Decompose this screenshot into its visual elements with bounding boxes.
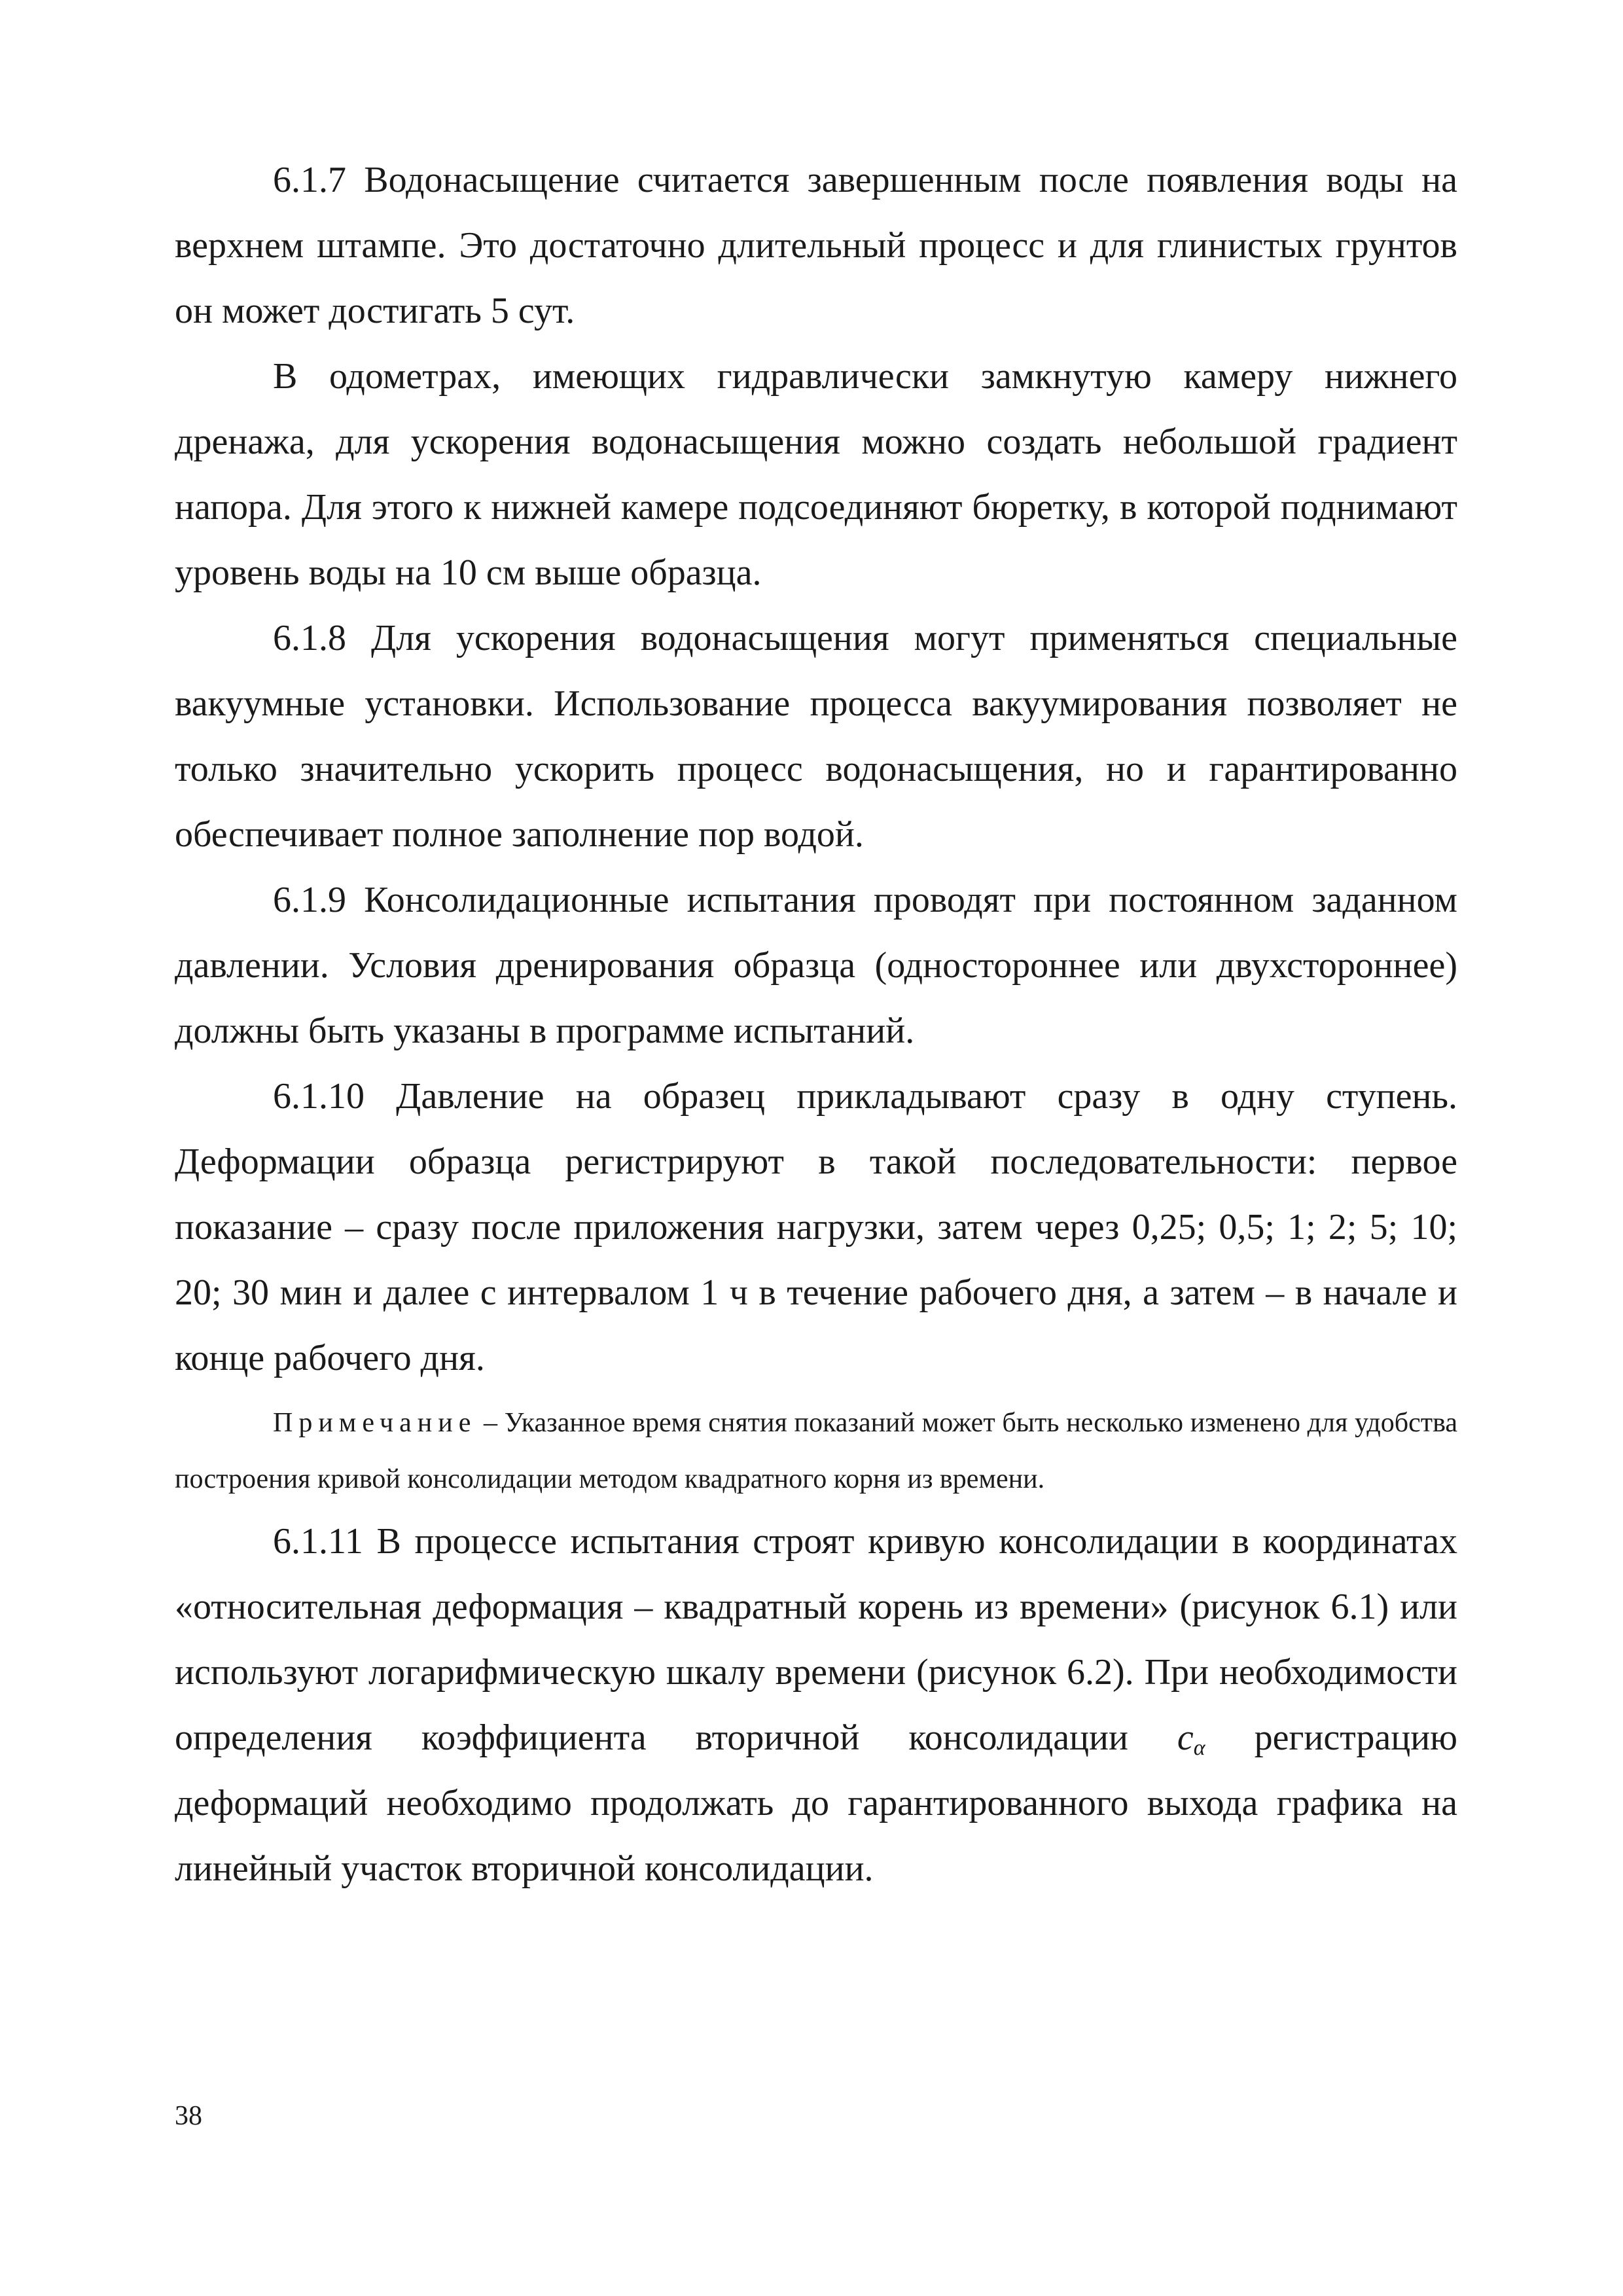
document-page xyxy=(175,147,1457,1901)
page-number: 38 xyxy=(175,2101,202,2131)
paragraph-6-1-10: 6.1.10 Давление на образец прикладывают сразу в одну ступень. Деформации образца регистрируют в такой последовательности: первое показание – сразу после приложения нагрузки, затем через 0,25; 0,5; 1; 2; 5; 10; 20; 30 мин и далее с интервалом 1 ч в течение рабочего дня, а затем – в начале и конце рабочего дня. xyxy=(175,1076,1457,1378)
secondary-consolidation-symbol xyxy=(1177,1717,1205,1758)
paragraph-6-1-7: 6.1.7 Водонасыщение считается завершенным после появления воды на верхнем штампе. Это достаточно длительный процесс и для глинистых грунтов он может достигать 5 сут. xyxy=(175,160,1457,331)
note-text: – Указанное время снятия показаний может быть несколько изменено для удобства построения кривой консолидации методом квадратного корня из времени. xyxy=(175,1408,1457,1494)
paragraph-6-1-11 xyxy=(175,1509,1457,1901)
paragraph-6-1-11-part2: регистрацию деформаций необходимо продолжать до гарантированного выхода графика на линейный участок вторичной консолидации. xyxy=(175,1717,1457,1889)
symbol-subscript: α xyxy=(1193,1736,1205,1760)
note xyxy=(175,1391,1457,1509)
paragraph-6-1-11-part1: 6.1.11 В процессе испытания строят кривую консолидации в координатах «относительная деформация – квадратный корень из времени» (рисунок 6.1) или используют логарифмическую шкалу времени (рисунок 6.2). При необходимости определения коэффициента вторичной консолидации xyxy=(175,1521,1457,1758)
paragraph-odometer-gradient: В одометрах, имеющих гидравлически замкнутую камеру нижнего дренажа, для ускорения водонасыщения можно создать небольшой градиент напора. Для этого к нижней камере подсоединяют бюретку, в которой поднимают уровень воды на 10 см выше образца. xyxy=(175,356,1457,593)
paragraph-6-1-9: 6.1.9 Консолидационные испытания проводят при постоянном заданном давлении. Условия дренирования образца (одностороннее или двухстороннее) должны быть указаны в программе испытаний. xyxy=(175,880,1457,1051)
paragraph-6-1-8: 6.1.8 Для ускорения водонасыщения могут применяться специальные вакуумные установки. Использование процесса вакуумирования позволяет не только значительно ускорить процесс водонасыщения, но и гарантированно обеспечивает полное заполнение пор водой. xyxy=(175,618,1457,855)
note-label: Примечание xyxy=(273,1408,477,1438)
symbol-letter: c xyxy=(1177,1717,1194,1758)
